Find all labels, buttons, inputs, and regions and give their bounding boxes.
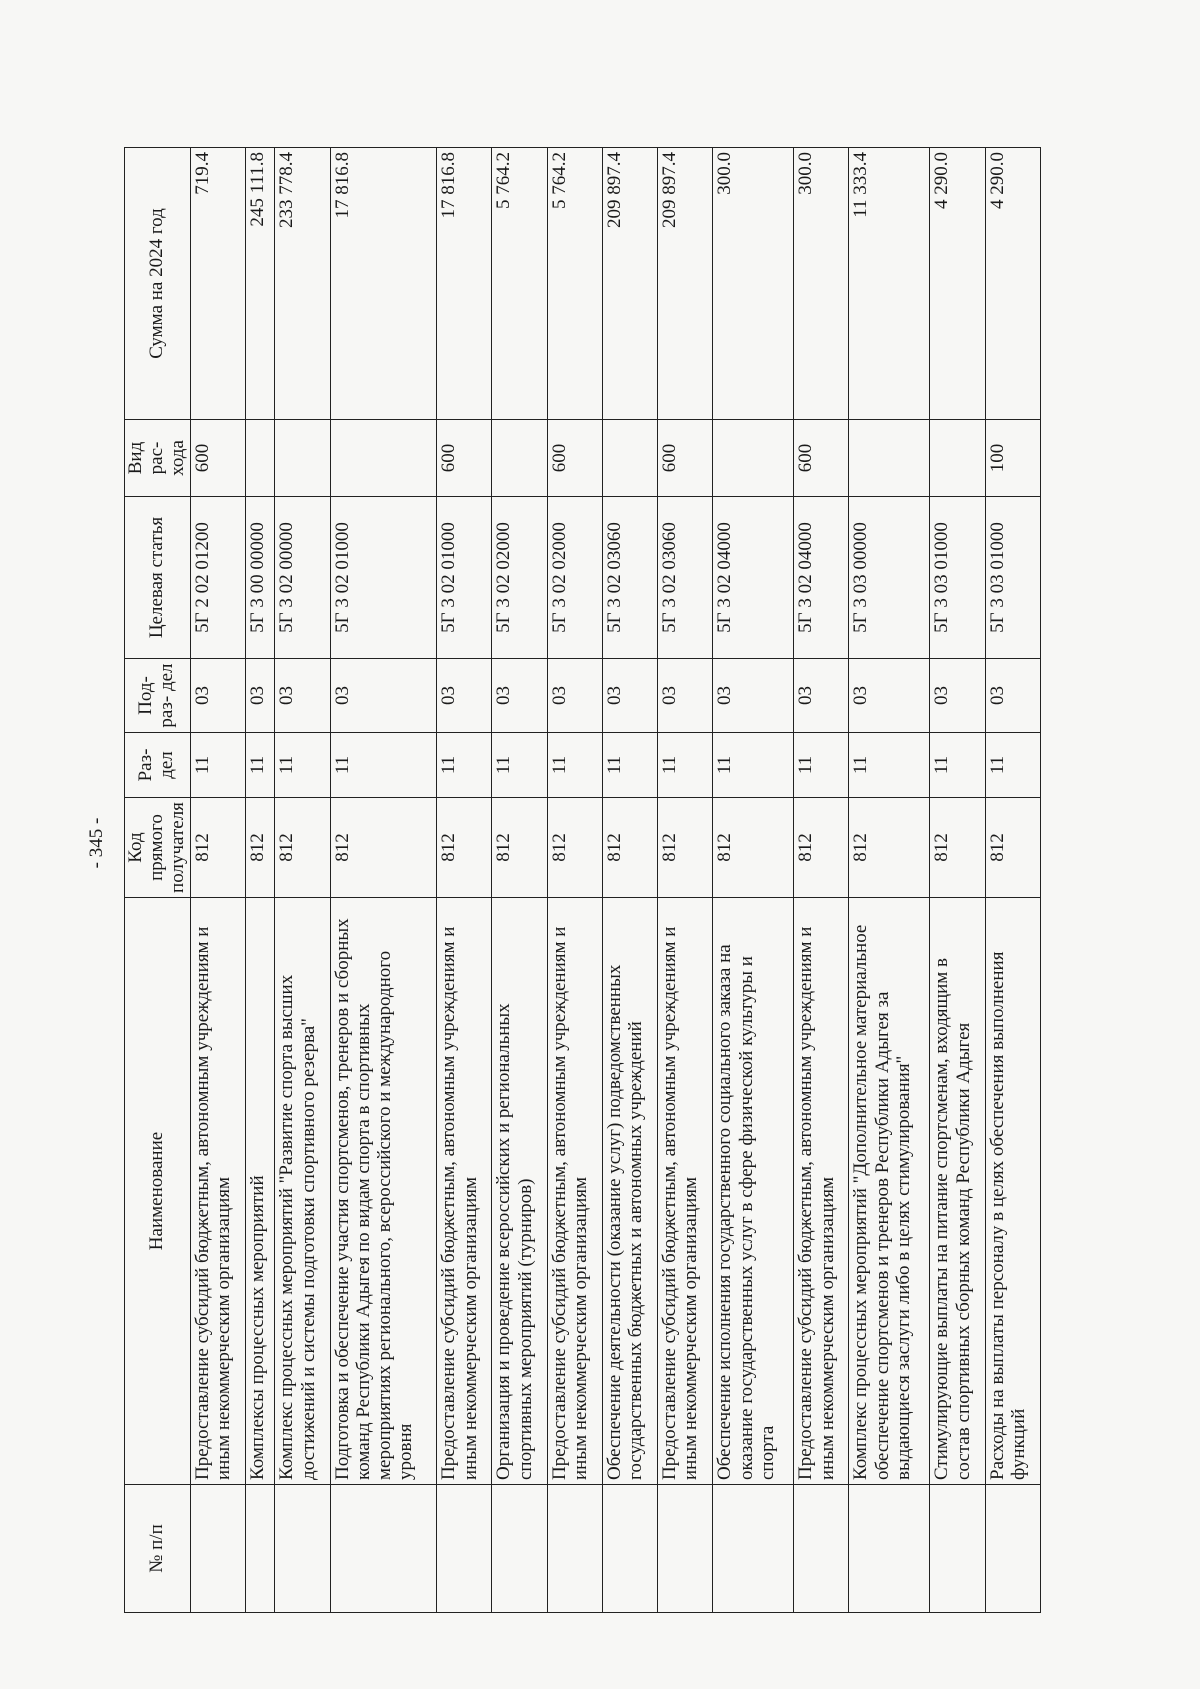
cell-subsection: 03: [930, 659, 985, 733]
table-row: [190, 148, 245, 1613]
cell-name: Комплекс процессных мероприятий "Развитие спорта высших достижений и системы подготовки спортивного резерва": [275, 898, 330, 1485]
cell-amount: 233 778.4: [275, 148, 330, 420]
cell-recipient: 812: [492, 798, 547, 898]
cell-subsection: 03: [245, 659, 274, 733]
header-name: Наименование: [125, 898, 191, 1485]
cell-name: Обеспечение деятельности (оказание услуг) подведомственных государственных бюджетных и автономных учреждений: [602, 898, 657, 1485]
cell-target: 5Г 3 02 02000: [547, 497, 602, 659]
cell-target: 5Г 3 00 00000: [245, 497, 274, 659]
cell-target: 5Г 2 02 01200: [190, 497, 245, 659]
cell-expense: [930, 420, 985, 497]
cell-subsection: 03: [190, 659, 245, 733]
header-subsection: Под- раз- дел: [125, 659, 191, 733]
table-row: [275, 148, 330, 1613]
header-num: № п/п: [125, 1485, 191, 1613]
cell-target: 5Г 3 02 03060: [658, 497, 713, 659]
cell-section: 11: [275, 733, 330, 798]
cell-target: 5Г 3 02 01000: [437, 497, 492, 659]
cell-target: 5Г 3 03 01000: [985, 497, 1040, 659]
cell-recipient: 812: [658, 798, 713, 898]
cell-recipient: 812: [245, 798, 274, 898]
cell-num: [245, 1485, 274, 1613]
cell-expense: 600: [658, 420, 713, 497]
rotated-table-container: [124, 148, 1041, 1613]
cell-expense: [849, 420, 930, 497]
cell-name: Комплексы процессных мероприятий: [245, 898, 274, 1485]
cell-num: [930, 1485, 985, 1613]
cell-expense: [330, 420, 437, 497]
cell-expense: 600: [437, 420, 492, 497]
cell-recipient: 812: [794, 798, 849, 898]
cell-recipient: 812: [930, 798, 985, 898]
table-row: [930, 148, 985, 1613]
cell-recipient: 812: [849, 798, 930, 898]
cell-section: 11: [602, 733, 657, 798]
cell-subsection: 03: [437, 659, 492, 733]
cell-name: Комплекс процессных мероприятий "Дополнительное материальное обеспечение спортсменов и тренеров Республики Адыгея за выдающиеся заслуги либо в целях стимулирования": [849, 898, 930, 1485]
table-row: [713, 148, 794, 1613]
cell-num: [849, 1485, 930, 1613]
cell-section: 11: [849, 733, 930, 798]
cell-amount: 11 333.4: [849, 148, 930, 420]
cell-section: 11: [245, 733, 274, 798]
page-number: - 345 -: [86, 817, 107, 869]
cell-section: 11: [492, 733, 547, 798]
cell-name: Стимулирующие выплаты на питание спортсменам, входящим в состав спортивных сборных команд Республики Адыгея: [930, 898, 985, 1485]
cell-recipient: 812: [713, 798, 794, 898]
cell-name: Подготовка и обеспечение участия спортсменов, тренеров и сборных команд Республики Адыгея по видам спорта в спортивных мероприятиях регионального, всероссийского и международного уровня: [330, 898, 437, 1485]
cell-section: 11: [547, 733, 602, 798]
cell-subsection: 03: [602, 659, 657, 733]
cell-amount: 4 290.0: [930, 148, 985, 420]
header-target: Целевая статья: [125, 497, 191, 659]
cell-amount: 5 764.2: [492, 148, 547, 420]
cell-num: [275, 1485, 330, 1613]
table-row: [547, 148, 602, 1613]
table-row: [602, 148, 657, 1613]
cell-recipient: 812: [547, 798, 602, 898]
table-row: [245, 148, 274, 1613]
cell-target: 5Г 3 03 01000: [930, 497, 985, 659]
cell-num: [547, 1485, 602, 1613]
cell-section: 11: [190, 733, 245, 798]
cell-section: 11: [658, 733, 713, 798]
header-recipient: Код прямого получателя: [125, 798, 191, 898]
table-row: [849, 148, 930, 1613]
cell-expense: [275, 420, 330, 497]
table-row: [492, 148, 547, 1613]
cell-section: 11: [930, 733, 985, 798]
cell-expense: [602, 420, 657, 497]
cell-recipient: 812: [437, 798, 492, 898]
cell-num: [437, 1485, 492, 1613]
cell-name: Предоставление субсидий бюджетным, автономным учреждениям и иным некоммерческим организациям: [190, 898, 245, 1485]
cell-recipient: 812: [602, 798, 657, 898]
cell-expense: 600: [794, 420, 849, 497]
cell-section: 11: [985, 733, 1040, 798]
cell-subsection: 03: [492, 659, 547, 733]
cell-name: Предоставление субсидий бюджетным, автономным учреждениям и иным некоммерческим организациям: [547, 898, 602, 1485]
cell-name: Предоставление субсидий бюджетным, автономным учреждениям и иным некоммерческим организациям: [658, 898, 713, 1485]
table-header-row: [125, 148, 191, 1613]
table-row: [985, 148, 1040, 1613]
cell-subsection: 03: [658, 659, 713, 733]
cell-recipient: 812: [985, 798, 1040, 898]
cell-target: 5Г 3 02 03060: [602, 497, 657, 659]
cell-subsection: 03: [985, 659, 1040, 733]
cell-amount: 17 816.8: [437, 148, 492, 420]
cell-num: [713, 1485, 794, 1613]
cell-num: [492, 1485, 547, 1613]
table-row: [658, 148, 713, 1613]
cell-expense: 600: [190, 420, 245, 497]
cell-expense: [713, 420, 794, 497]
cell-subsection: 03: [794, 659, 849, 733]
table-body: [190, 148, 1040, 1613]
cell-subsection: 03: [849, 659, 930, 733]
cell-amount: 209 897.4: [658, 148, 713, 420]
cell-amount: 4 290.0: [985, 148, 1040, 420]
cell-expense: 600: [547, 420, 602, 497]
cell-target: 5Г 3 03 00000: [849, 497, 930, 659]
cell-section: 11: [330, 733, 437, 798]
cell-expense: 100: [985, 420, 1040, 497]
cell-num: [190, 1485, 245, 1613]
cell-subsection: 03: [547, 659, 602, 733]
cell-recipient: 812: [275, 798, 330, 898]
table-row: [437, 148, 492, 1613]
header-amount: Сумма на 2024 год: [125, 148, 191, 420]
cell-target: 5Г 3 02 04000: [794, 497, 849, 659]
cell-name: Предоставление субсидий бюджетным, автономным учреждениям и иным некоммерческим организациям: [437, 898, 492, 1485]
cell-amount: 245 111.8: [245, 148, 274, 420]
cell-num: [985, 1485, 1040, 1613]
cell-recipient: 812: [330, 798, 437, 898]
cell-section: 11: [713, 733, 794, 798]
cell-section: 11: [437, 733, 492, 798]
budget-table: [124, 147, 1041, 1613]
cell-num: [602, 1485, 657, 1613]
cell-num: [794, 1485, 849, 1613]
cell-target: 5Г 3 02 00000: [275, 497, 330, 659]
table-row: [330, 148, 437, 1613]
cell-amount: 300.0: [713, 148, 794, 420]
table-row: [794, 148, 849, 1613]
cell-recipient: 812: [190, 798, 245, 898]
cell-name: Обеспечение исполнения государственного социального заказа на оказание государственных услуг в сфере физической культуры и спорта: [713, 898, 794, 1485]
cell-expense: [492, 420, 547, 497]
cell-num: [658, 1485, 713, 1613]
cell-num: [330, 1485, 437, 1613]
cell-name: Организация и проведение всероссийских и региональных спортивных мероприятий (турниров): [492, 898, 547, 1485]
cell-name: Предоставление субсидий бюджетным, автономным учреждениям и иным некоммерческим организациям: [794, 898, 849, 1485]
cell-target: 5Г 3 02 02000: [492, 497, 547, 659]
cell-amount: 719.4: [190, 148, 245, 420]
cell-amount: 300.0: [794, 148, 849, 420]
cell-subsection: 03: [275, 659, 330, 733]
header-expense: Вид рас- хода: [125, 420, 191, 497]
cell-subsection: 03: [330, 659, 437, 733]
cell-amount: 5 764.2: [547, 148, 602, 420]
cell-target: 5Г 3 02 01000: [330, 497, 437, 659]
cell-section: 11: [794, 733, 849, 798]
cell-target: 5Г 3 02 04000: [713, 497, 794, 659]
cell-expense: [245, 420, 274, 497]
header-section: Раз- дел: [125, 733, 191, 798]
cell-subsection: 03: [713, 659, 794, 733]
cell-amount: 209 897.4: [602, 148, 657, 420]
cell-name: Расходы на выплаты персоналу в целях обеспечения выполнения функций: [985, 898, 1040, 1485]
cell-amount: 17 816.8: [330, 148, 437, 420]
